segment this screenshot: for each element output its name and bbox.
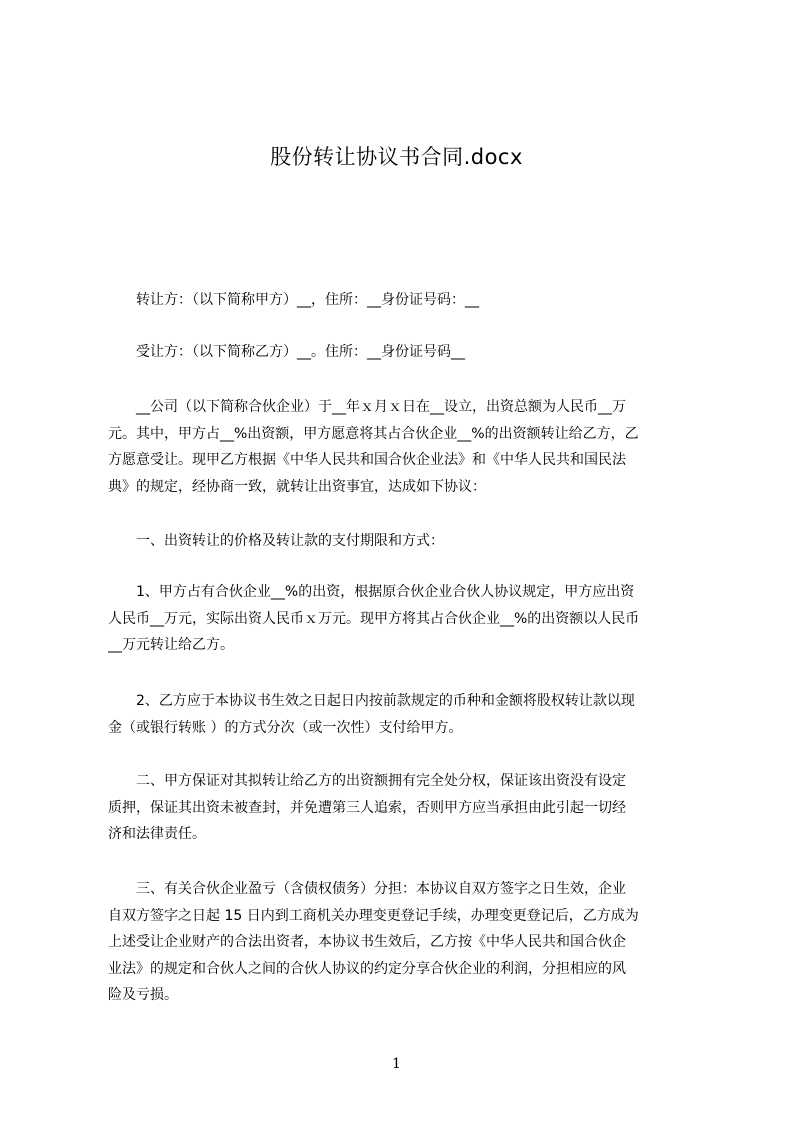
section-3 (108, 876, 698, 1009)
paragraph-line: 受让方：（以下简称乙方）__。住所：__身份证号码__ (136, 344, 465, 360)
clause-2 (108, 688, 698, 741)
paragraph-line: 人民币__万元，实际出资人民币ｘ万元。现甲方将其占合伙企业__%的出资额以人民币 (108, 610, 640, 627)
paragraph-line: 自双方签字之日起 15 日内到工商机关办理变更登记手续，办理变更登记后，乙方成为 (108, 907, 639, 924)
paragraph-line: 三、有关合伙企业盈亏（含债权债务）分担：本协议自双方签字之日生效，企业 (136, 881, 626, 897)
paragraph-line: __公司（以下简称合伙企业）于__年ｘ月ｘ日在__设立，出资总额为人民币__万 (136, 399, 626, 415)
paragraph-line: 险及亏损。 (108, 987, 178, 1003)
paragraph-transferor (108, 287, 698, 314)
paragraph-line: 上述受让企业财产的合法出资者，本协议书生效后，乙方按《中华人民共和国合伙企 (108, 934, 626, 950)
page-number: 1 (392, 1056, 401, 1072)
paragraph-line: 一、出资转让的价格及转让款的支付期限和方式： (136, 533, 444, 549)
paragraph-line: 质押，保证其出资未被查封，并免遭第三人追索，否则甲方应当承担由此引起一切经 (108, 799, 626, 816)
paragraph-preamble (108, 394, 698, 500)
document-title: 股份转让协议书合同.docx (270, 145, 523, 169)
paragraph-transferee (108, 339, 698, 366)
section-heading-1 (108, 528, 698, 555)
paragraph-line: 2、乙方应于本协议书生效之日起日内按前款规定的币种和金额将股权转让款以现 (136, 693, 635, 709)
paragraph-line: 转让方：（以下简称甲方）__，住所：__身份证号码：__ (136, 292, 479, 308)
paragraph-line: 方愿意受让。现甲乙方根据《中华人民共和国合伙企业法》和《中华人民共和国民法 (108, 452, 626, 468)
paragraph-line: 二、甲方保证对其拟转让给乙方的出资额拥有完全处分权，保证该出资没有设定 (136, 773, 626, 789)
paragraph-line: 1、甲方占有合伙企业__%的出资，根据原合伙企业合伙人协议规定，甲方应出资 (136, 584, 635, 600)
paragraph-line: 元。其中，甲方占__%出资额，甲方愿意将其占合伙企业__%的出资额转让给乙方，乙 (108, 425, 639, 442)
paragraph-line: 业法》的规定和合伙人之间的合伙人协议的约定分享合伙企业的利润，分担相应的风 (108, 960, 626, 977)
paragraph-line: 金（或银行转账 ）的方式分次（或一次性）支付给甲方。 (108, 719, 463, 736)
paragraph-line: 典》的规定，经协商一致，就转让出资事宜，达成如下协议： (108, 478, 486, 495)
clause-1 (108, 579, 698, 659)
paragraph-line: 济和法律责任。 (108, 826, 206, 842)
section-2 (108, 768, 698, 848)
paragraph-line: __万元转让给乙方。 (108, 637, 234, 653)
